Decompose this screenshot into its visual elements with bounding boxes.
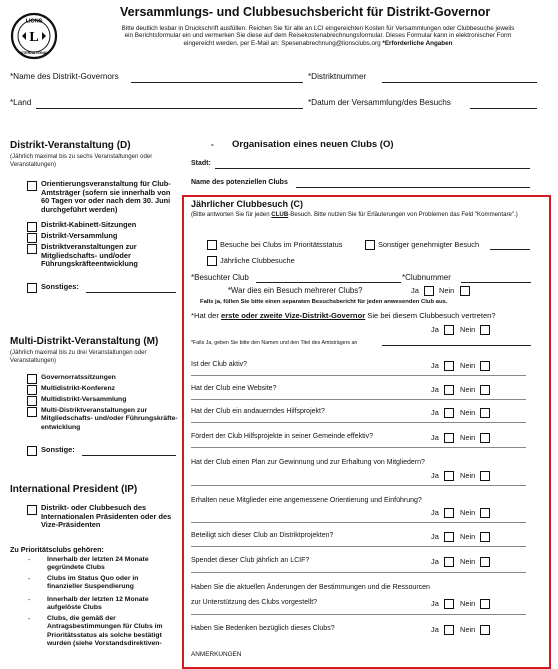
country-field[interactable] [36, 108, 303, 109]
district-convention-label: Distrikt-Versammlung [41, 231, 118, 240]
q-concerns-yes-checkbox[interactable] [444, 625, 454, 635]
q-plan-no-checkbox[interactable] [480, 471, 490, 481]
multi-visit-no-label: Nein [439, 286, 455, 295]
q-district-yes-checkbox[interactable] [444, 532, 454, 542]
svg-text:INTERNATIONAL: INTERNATIONAL [19, 51, 49, 55]
divider [191, 399, 526, 400]
potential-club-label: Name des potenziellen Clubs [191, 179, 288, 186]
vice-q-part-1: *Hat der [191, 311, 219, 320]
annual-visit-checkbox[interactable] [207, 256, 217, 266]
q-changes-yes-checkbox[interactable] [444, 599, 454, 609]
district-other-field[interactable] [86, 292, 176, 293]
district-event-subtitle: (Jährlich maximal bis zu sechs Veranstaltungen oder Veranstaltungen) [10, 153, 153, 168]
divider [191, 572, 526, 573]
q-lcif-no-checkbox[interactable] [480, 557, 490, 567]
q-concerns-no-label: Nein [460, 625, 476, 634]
form-title: Versammlungs- und Clubbesuchsbericht für Distrikt-Governor [120, 5, 491, 19]
svg-text:LIONS: LIONS [25, 18, 43, 25]
ip-visit-label: Distrikt- oder Clubbesuch des Internationalen Präsidenten oder des Vize-Präsidenten [41, 503, 172, 530]
vice-yes-checkbox[interactable] [444, 325, 454, 335]
question-changes-line-1: Haben Sie die aktuellen Änderungen der Bestimmungen und die Ressourcen [191, 584, 430, 591]
vice-no-checkbox[interactable] [480, 325, 490, 335]
divider [191, 375, 526, 376]
q-district-no-checkbox[interactable] [480, 532, 490, 542]
question-concerns: Haben Sie Bedenken bezüglich dieses Clubs? [191, 625, 335, 632]
q-service-no-checkbox[interactable] [480, 408, 490, 418]
q-changes-no-checkbox[interactable] [480, 599, 490, 609]
divider [191, 422, 526, 423]
meeting-date-label: *Datum der Versammlung/des Besuchs [308, 98, 451, 107]
visited-club-field[interactable] [256, 282, 401, 283]
multi-visit-question: *War dies ein Besuch mehrerer Clubs? [228, 286, 363, 295]
q-changes-yes-label: Ja [431, 599, 439, 608]
question-changes-line-2: zur Unterstützung des Clubs vorgestellt? [191, 599, 318, 606]
question-community: Fördert der Club Hilfsprojekte in seiner Gemeinde effektiv? [191, 433, 373, 440]
md-council-label: Governorratssitzungen [41, 374, 116, 381]
district-orientation-checkbox[interactable] [27, 181, 37, 191]
priority-bullet-4: - [28, 616, 31, 623]
md-other-label: Sonstige: [41, 445, 75, 454]
q-community-no-checkbox[interactable] [480, 433, 490, 443]
q-service-yes-label: Ja [431, 408, 439, 417]
q-concerns-no-checkbox[interactable] [480, 625, 490, 635]
annual-visit-title: Jährlicher Clubbesuch (C) [191, 199, 304, 209]
new-club-title: Organisation eines neuen Clubs (O) [232, 139, 394, 150]
vice-note: *Falls Ja, geben Sie bitte den Namen und den Titel des Amtsträgers an [191, 340, 358, 346]
priority-visit-checkbox[interactable] [207, 240, 217, 250]
md-conference-checkbox[interactable] [27, 385, 37, 395]
multi-district-title: Multi-Distrikt-Veranstaltung (M) [10, 336, 159, 347]
instructions-part-2: -Besuch. Bitte nutzen Sie für Erläuterungen von Problemen das Feld "Kommentare".) [288, 211, 518, 218]
q-district-yes-label: Ja [431, 532, 439, 541]
q-website-yes-label: Ja [431, 385, 439, 394]
q-community-yes-checkbox[interactable] [444, 433, 454, 443]
q-community-no-label: Nein [460, 433, 476, 442]
q-orientation-yes-checkbox[interactable] [444, 508, 454, 518]
priority-item-1: Innerhalb der letzten 24 Monate gegründete Clubs [47, 556, 149, 572]
q-lcif-no-label: Nein [460, 557, 476, 566]
district-number-label: *Distriktnummer [308, 72, 367, 81]
visited-club-label: *Besuchter Club [191, 273, 249, 282]
md-other-checkbox[interactable] [27, 446, 37, 456]
multi-district-subtitle: (Jährlich maximal bis zu drei Veranstaltungen oder Veranstaltungen) [10, 349, 147, 364]
svg-text:L: L [29, 30, 39, 45]
club-number-label: *Clubnummer [402, 273, 451, 282]
question-website: Hat der Club eine Website? [191, 385, 277, 392]
new-club-dash: - [211, 140, 214, 149]
intro-line-3 [98, 40, 538, 47]
other-visit-field[interactable] [490, 249, 530, 250]
vice-q-underlined: erste oder zweite Vize-Distrikt-Governor [220, 311, 366, 320]
q-concerns-yes-label: Ja [431, 625, 439, 634]
q-orientation-no-checkbox[interactable] [480, 508, 490, 518]
q-active-no-checkbox[interactable] [480, 361, 490, 371]
divider [191, 485, 526, 486]
remarks-label: ANMERKUNGEN [191, 651, 242, 658]
md-other-field[interactable] [82, 455, 176, 456]
q-service-yes-checkbox[interactable] [444, 408, 454, 418]
district-other-checkbox[interactable] [27, 283, 37, 293]
email-link[interactable]: Spesenabrechnung@lionsclubs.org [281, 39, 381, 47]
multi-visit-yes-checkbox[interactable] [424, 286, 434, 296]
q-community-yes-label: Ja [431, 433, 439, 442]
md-council-checkbox[interactable] [27, 374, 37, 384]
q-lcif-yes-label: Ja [431, 557, 439, 566]
district-cabinet-checkbox[interactable] [27, 222, 37, 232]
q-orientation-no-label: Nein [460, 508, 476, 517]
question-active: Ist der Club aktiv? [191, 361, 248, 368]
meeting-date-field[interactable] [470, 108, 537, 109]
divider [191, 447, 526, 448]
ip-title: International President (IP) [10, 484, 138, 495]
district-orientation-label: Orientierungsveranstaltung für Club-Amtsträger (sofern sie innerhalb von 60 Tagen vor oder nach dem 30. Juni durchgeführt werden) [41, 179, 171, 214]
vice-no-label: Nein [460, 325, 476, 334]
question-service-project: Hat der Club ein andauerndes Hilfsprojekt? [191, 408, 325, 415]
multi-visit-note: Falls ja, füllen Sie bitte einen separaten Besuchsbericht für jeden anwesenden Club aus. [200, 299, 448, 305]
q-district-no-label: Nein [460, 532, 476, 541]
ip-visit-checkbox[interactable] [27, 505, 37, 515]
district-number-field[interactable] [382, 82, 537, 83]
intro-line-2: ein Berichtsformular ein und vermerken Sie diese auf dem Reisekostenabrechnungsformular. Dieses Formular kann in elektronischer Form [124, 32, 512, 40]
q-active-yes-label: Ja [431, 361, 439, 370]
annual-visit-instructions [191, 211, 531, 219]
other-visit-checkbox[interactable] [365, 240, 375, 250]
q-plan-yes-checkbox[interactable] [444, 471, 454, 481]
divider [191, 546, 526, 547]
priority-bullet-3: - [28, 597, 31, 604]
district-membership-label: Distriktveranstaltungen zur Mitgliedschafts- und/oder Führungskräfteentwicklung [41, 242, 138, 269]
md-convention-checkbox[interactable] [27, 396, 37, 406]
question-orientation: Erhalten neue Mitglieder eine angemessene Orientierung und Einführung? [191, 497, 422, 504]
district-other-label: Sonstiges: [41, 282, 79, 291]
governor-name-label: *Name des Distrikt-Governors [10, 72, 119, 81]
city-field[interactable] [215, 168, 530, 169]
district-cabinet-label: Distrikt-Kabinett-Sitzungen [41, 220, 137, 229]
question-lcif: Spendet dieser Club jährlich an LCIF? [191, 557, 310, 564]
q-plan-yes-label: Ja [431, 471, 439, 480]
md-membership-label: Multi-Distriktveranstaltungen zur Mitgliedschafts- und/oder Führungskräfte-entwicklung [41, 407, 178, 431]
q-website-no-label: Nein [460, 385, 476, 394]
q-active-no-label: Nein [460, 361, 476, 370]
priority-bullet-2: - [28, 576, 31, 583]
priority-item-3: Innerhalb der letzten 12 Monate aufgelöste Clubs [47, 596, 149, 612]
q-lcif-yes-checkbox[interactable] [444, 557, 454, 567]
priority-item-4: Clubs, die gemäß der Antragsbestimmungen für Clubs im Prioritätsstatus als solche bestätigt wurden (siehe Vorstandsdirektiven- [47, 615, 163, 647]
question-district-projects: Beteiligt sich dieser Club an Distriktprojekten? [191, 532, 334, 539]
q-website-no-checkbox[interactable] [480, 385, 490, 395]
form-intro [98, 25, 538, 47]
question-membership-plan: Hat der Club einen Plan zur Gewinnung und zur Erhaltung von Mitgliedern? [191, 459, 425, 466]
priority-heading: Zu Prioritätsclubs gehören: [10, 545, 104, 554]
district-convention-checkbox[interactable] [27, 233, 37, 243]
lions-logo [10, 12, 58, 60]
instructions-club: CLUB [271, 211, 289, 218]
q-service-no-label: Nein [460, 408, 476, 417]
governor-name-field[interactable] [131, 82, 303, 83]
vice-q-part-2: Sie bei diesem Clubbesuch vertreten? [367, 311, 496, 320]
annual-visit-box [182, 195, 551, 669]
md-convention-label: Multidistrikt-Versammlung [41, 396, 127, 403]
priority-item-2: Clubs im Status Quo oder in finanzieller Suspendierung [47, 575, 139, 591]
intro-line-3-text: eingereicht werden, per E-Mail an: [183, 39, 280, 47]
q-changes-no-label: Nein [460, 599, 476, 608]
md-membership-checkbox[interactable] [27, 407, 37, 417]
instructions-part-1: (Bitte antworten Sie für jeden [191, 211, 270, 218]
district-event-title: Distrikt-Veranstaltung (D) [10, 140, 131, 151]
priority-visit-label: Besuche bei Clubs im Prioritätsstatus [220, 240, 343, 249]
vice-yes-label: Ja [431, 325, 439, 334]
required-note: *Erforderliche Angaben [382, 39, 453, 47]
club-number-field[interactable] [461, 282, 531, 283]
intro-line-1: Bitte deutlich lesbar in Druckschrift ausfüllen. Reichen Sie für alle an LCI eingereichten Kosten für Versammlungen oder Clubbesuche jeweils [121, 25, 515, 32]
city-label: Stadt: [191, 160, 211, 167]
potential-club-field[interactable] [296, 187, 530, 188]
annual-visit-label: Jährliche Clubbesuche [220, 256, 295, 265]
multi-visit-no-checkbox[interactable] [460, 286, 470, 296]
district-membership-checkbox[interactable] [27, 244, 37, 254]
q-plan-no-label: Nein [460, 471, 476, 480]
country-label: *Land [10, 98, 32, 107]
divider [191, 614, 526, 615]
divider [191, 522, 526, 523]
q-orientation-yes-label: Ja [431, 508, 439, 517]
other-visit-label: Sonstiger genehmigter Besuch [378, 240, 480, 249]
q-website-yes-checkbox[interactable] [444, 385, 454, 395]
multi-visit-yes-label: Ja [411, 286, 419, 295]
md-conference-label: Multidistrikt-Konferenz [41, 385, 116, 392]
q-active-yes-checkbox[interactable] [444, 361, 454, 371]
vice-name-field[interactable] [382, 345, 531, 346]
vice-governor-question [191, 311, 496, 320]
priority-bullet-1: - [28, 557, 31, 564]
